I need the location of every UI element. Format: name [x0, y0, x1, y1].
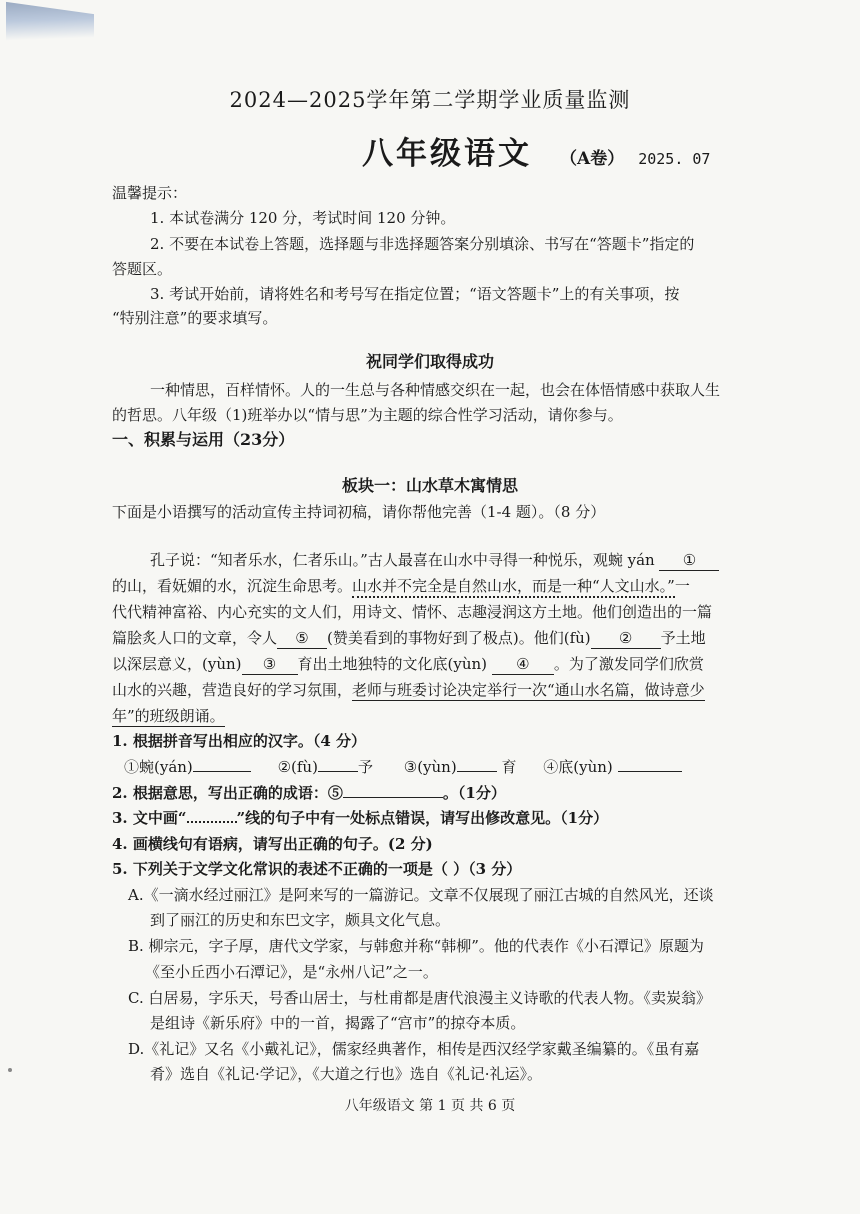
question-4: 4. 画横线句有语病，请写出正确的句子。(2 分) — [112, 835, 433, 853]
paper-type: （A卷） — [560, 149, 625, 169]
q1-item-4: ④底(yùn) — [543, 758, 613, 776]
option-d-cont: 肴》选自《礼记·学记》，《大道之行也》选自《礼记·礼运》。 — [150, 1065, 543, 1083]
passage-text: 篇脍炙人口的文章，令人 — [112, 629, 278, 647]
passage-text: 的山，看妩媚的水，沉淀生命思考。 — [112, 577, 353, 595]
option-b: B. 柳宗元，字子厚，唐代文学家，与韩愈并称“韩柳”。他的代表作《小石潭记》原题为 — [128, 937, 704, 955]
tip-1: 1. 本试卷满分 120 分，考试时间 120 分钟。 — [150, 209, 456, 227]
blank-3[interactable]: ③ — [242, 654, 298, 675]
passage-text: 育出土地独特的文化底(yùn) — [297, 655, 488, 673]
underlined-sentence-cont: 年”的班级朗诵。 — [112, 707, 225, 725]
dotted-sentence: 山水并不完全是自然山水，而是一种“人文山水。” — [352, 577, 675, 598]
blank-5[interactable]: ⑤ — [277, 628, 327, 649]
answer-blank-4[interactable] — [618, 771, 682, 772]
intro-line-1: 一种情思，百样情怀。人的一生总与各种情感交织在一起，也会在体悟情感中获取人生 — [150, 381, 721, 399]
scan-corner-mark — [6, 2, 94, 54]
q2-answer-blank[interactable] — [343, 797, 443, 798]
q1-item-3: ③(yùn) — [403, 758, 457, 776]
passage-text: 一 — [674, 577, 690, 595]
section-1-heading: 一、积累与运用（23分） — [112, 430, 295, 449]
page-footer: 八年级语文 第 1 页 共 6 页 — [344, 1098, 516, 1114]
block-1-title: 板块一：山水草木寓情思 — [341, 476, 518, 495]
blank-1[interactable]: ① — [659, 550, 719, 571]
option-c-cont: 是组诗《新乐府》中的一首，揭露了“宫市”的掠夺本质。 — [150, 1014, 526, 1032]
scan-dot — [8, 1068, 12, 1072]
q2-text: 2. 根据意思，写出正确的成语：⑤ — [112, 784, 343, 802]
passage-text: 山水的兴趣，营造良好的学习氛围， — [112, 681, 353, 699]
q2-score: 。（1分） — [442, 784, 506, 802]
passage-text: 孔子说：“知者乐水，仁者乐山。”古人最喜在山水中寻得一种悦乐，观蜿 yán — [150, 551, 655, 569]
block-1-desc: 下面是小语撰写的活动宣传主持词初稿，请你帮他完善（1-4 题）。（8 分） — [112, 503, 606, 521]
exam-title: 2024—2025学年第二学期学业质量监测 — [229, 88, 631, 112]
passage-text: 予土地 — [660, 629, 706, 647]
answer-blank-2[interactable] — [318, 771, 358, 772]
underlined-sentence: 老师与班委讨论决定举行一次“通山水名篇，做诗意少 — [352, 681, 705, 699]
q1-item-2-tail: 予 — [357, 758, 373, 776]
exam-date: 2025. 07 — [638, 150, 711, 168]
tip-3-cont: “特别注意”的要求填写。 — [112, 309, 278, 327]
option-a-cont: 到了丽江的历史和东巴文字，颇具文化气息。 — [150, 911, 451, 929]
blank-2[interactable]: ② — [591, 628, 661, 649]
passage-line-6 — [112, 680, 705, 700]
passage-line-7 — [112, 706, 225, 726]
wish-line: 祝同学们取得成功 — [365, 352, 494, 371]
tip-3: 3. 考试开始前，请将姓名和考号写在指定位置；“语文答题卡”上的有关事项，按 — [150, 285, 680, 303]
question-2 — [112, 783, 506, 803]
passage-text: 以深层意义，(yùn) — [112, 655, 242, 673]
question-3 — [112, 808, 608, 828]
subject-row — [362, 128, 710, 173]
q3-text: 3. 文中画“ — [112, 809, 187, 827]
blank-4[interactable]: ④ — [492, 654, 554, 675]
passage-line-4 — [112, 628, 706, 649]
passage-line-1 — [150, 550, 719, 571]
tip-2: 2. 不要在本试卷上答题，选择题与非选择题答案分别填涂、书写在“答题卡”指定的 — [150, 235, 695, 253]
subject-title: 八年级语文 — [362, 136, 532, 172]
passage-line-5 — [112, 654, 704, 675]
option-b-cont: 《至小丘西小石潭记》，是“永州八记”之一。 — [145, 963, 438, 981]
q3-text-tail: ”线的句子中有一处标点错误，请写出修改意见。（1分） — [236, 809, 609, 827]
q1-item-2: ②(fù) — [277, 758, 318, 776]
passage-text: (赞美看到的事物好到了极点)。他们(fù) — [327, 629, 591, 647]
q1-item-1: ①蜿(yán) — [124, 758, 193, 776]
intro-line-2: 的哲思。八年级（1)班举办以“情与思”为主题的综合性学习活动，请你参与。 — [112, 406, 623, 424]
option-a: A.《一滴水经过丽江》是阿来写的一篇游记。文章不仅展现了丽江古城的自然风光，还谈 — [128, 886, 714, 904]
q1-item-3-tail: 育 — [501, 758, 517, 776]
answer-blank-1[interactable] — [193, 771, 251, 772]
answer-blank-3[interactable] — [457, 771, 497, 772]
question-1-blanks — [124, 757, 682, 777]
question-5: 5. 下列关于文学文化常识的表述不正确的一项是（ ）（3 分） — [112, 860, 522, 878]
option-d: D.《礼记》又名《小戴礼记》，儒家经典著作，相传是西汉经学家戴圣编纂的。《虽有嘉 — [128, 1040, 700, 1058]
tip-2-cont: 答题区。 — [112, 260, 173, 278]
question-1: 1. 根据拼音写出相应的汉字。（4 分） — [112, 732, 367, 750]
passage-line-3: 代代精神富裕、内心充实的文人们，用诗文、情怀、志趣浸润这方土地。他们创造出的一篇 — [112, 603, 713, 621]
tips-heading: 温馨提示： — [112, 184, 188, 202]
dotted-line-sample — [187, 820, 237, 823]
option-c: C. 白居易，字乐天，号香山居士，与杜甫都是唐代浪漫主义诗歌的代表人物。《卖炭翁》 — [128, 989, 711, 1007]
passage-line-2 — [112, 576, 690, 596]
passage-text: 。为了激发同学们欣赏 — [553, 655, 704, 673]
